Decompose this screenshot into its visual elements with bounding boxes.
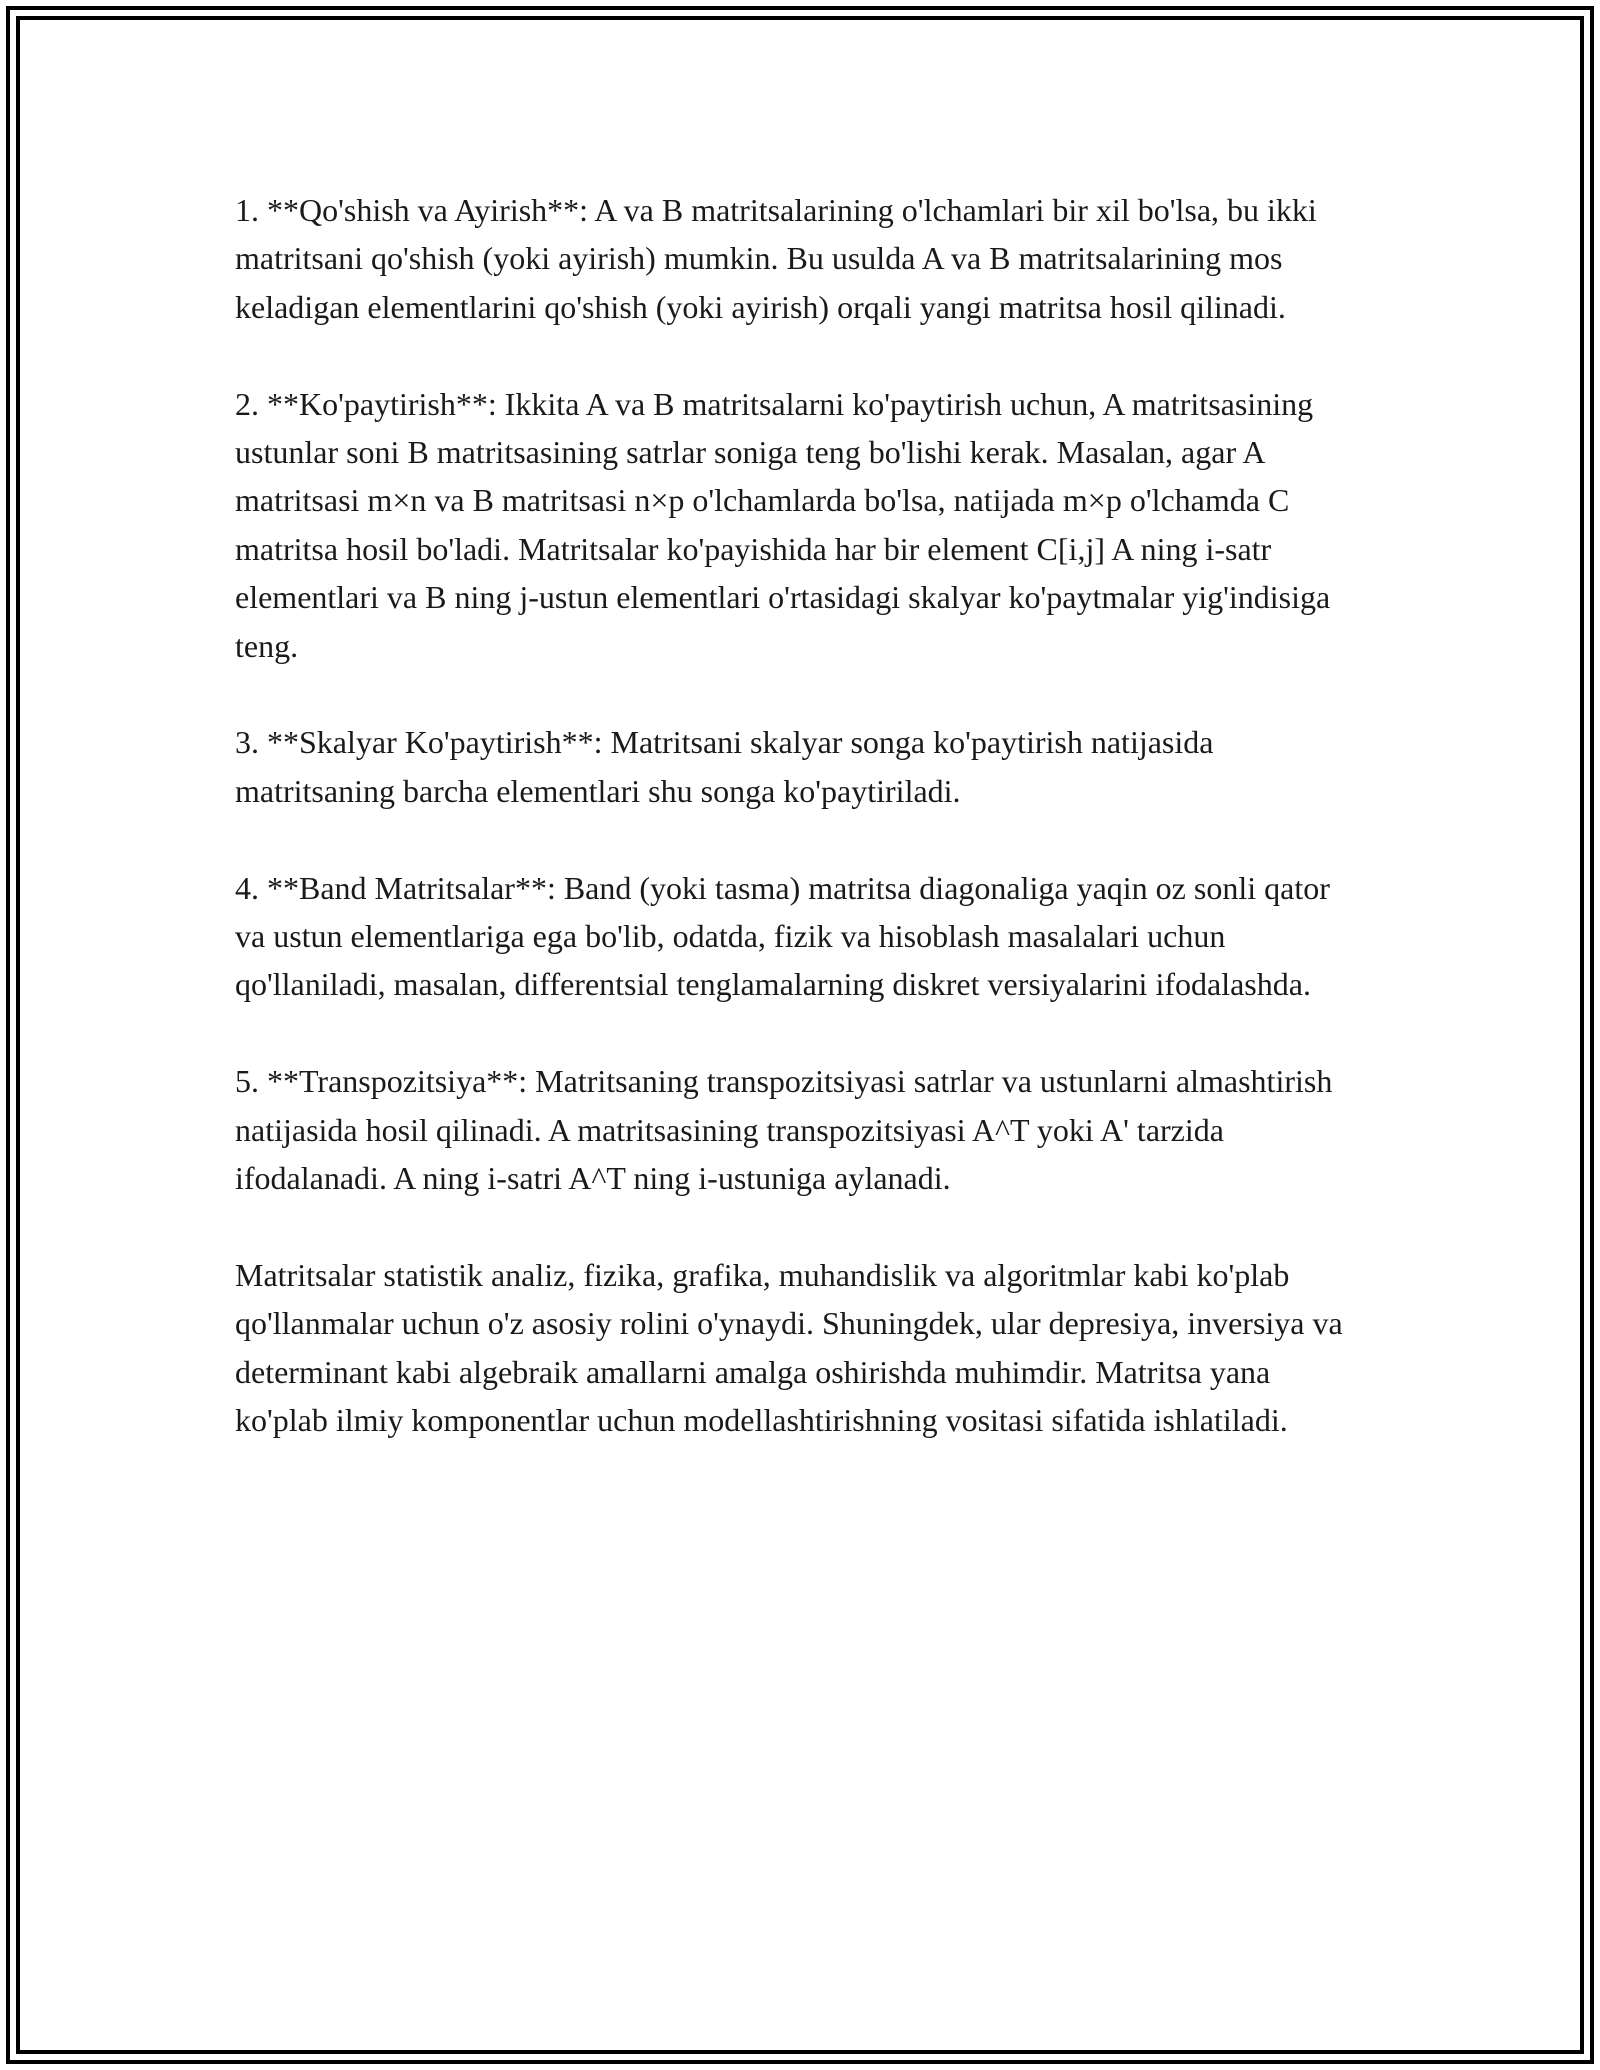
paragraph-transposition: 5. **Transpozitsiya**: Matritsaning transpozitsiyasi satrlar va ustunlarni almashtirish natijasida hosil qilinadi. A matritsasining transpozitsiyasi A^T yoki A' tarzida ifodalanadi. A ning i-satri A^T ning i-ustuniga aylanadi. [235, 1063, 1333, 1197]
document-body [235, 186, 1365, 1444]
paragraph-scalar-multiplication: 3. **Skalyar Ko'paytirish**: Matritsani skalyar songa ko'paytirish natijasida matritsaning barcha elementlari shu songa ko'paytiriladi. [235, 724, 1214, 809]
paragraph-addition-subtraction: 1. **Qo'shish va Ayirish**: A va B matritsalarining o'lchamlari bir xil bo'lsa, bu ikki matritsani qo'shish (yoki ayirish) mumkin. Bu usulda A va B matritsalarining mos keladigan elementlarini qo'shish (yoki ayirish) orqali yangi matritsa hosil qilinadi. [235, 192, 1317, 325]
paragraph-summary: Matritsalar statistik analiz, fizika, grafika, muhandislik va algoritmlar kabi ko'plab qo'llanmalar uchun o'z asosiy rolini o'ynaydi. Shuningdek, ular depresiya, inversiya va determinant kabi algebraik amallarni amalga oshirishda muhimdir. Matritsa yana ko'plab ilmiy komponentlar uchun modellashtirishning vositasi sifatida ishlatiladi. [235, 1256, 1343, 1439]
paragraph-multiplication: 2. **Ko'paytirish**: Ikkita A va B matritsalarni ko'paytirish uchun, A matritsasining ustunlar soni B matritsasining satrlar soniga teng bo'lishi kerak. Masalan, agar A matritsasi m×n va B matritsasi n×p o'lchamlarda bo'lsa, natijada m×p o'lchamda C matritsa hosil bo'ladi. Matritsalar ko'payishida har bir element C[i,j] A ning i-satr elementlari va B ning j-ustun elementlari o'rtasidagi skalyar ko'paytmalar yig'indisiga teng. [235, 385, 1331, 664]
paragraph-band-matrices: 4. **Band Matritsalar**: Band (yoki tasma) matritsa diagonaliga yaqin oz sonli qator va ustun elementlariga ega bo'lib, odatda, fizik va hisoblash masalalari uchun qo'llaniladi, masalan, differentsial tenglamalarning diskret versiyalarini ifodalashda. [235, 869, 1330, 1003]
